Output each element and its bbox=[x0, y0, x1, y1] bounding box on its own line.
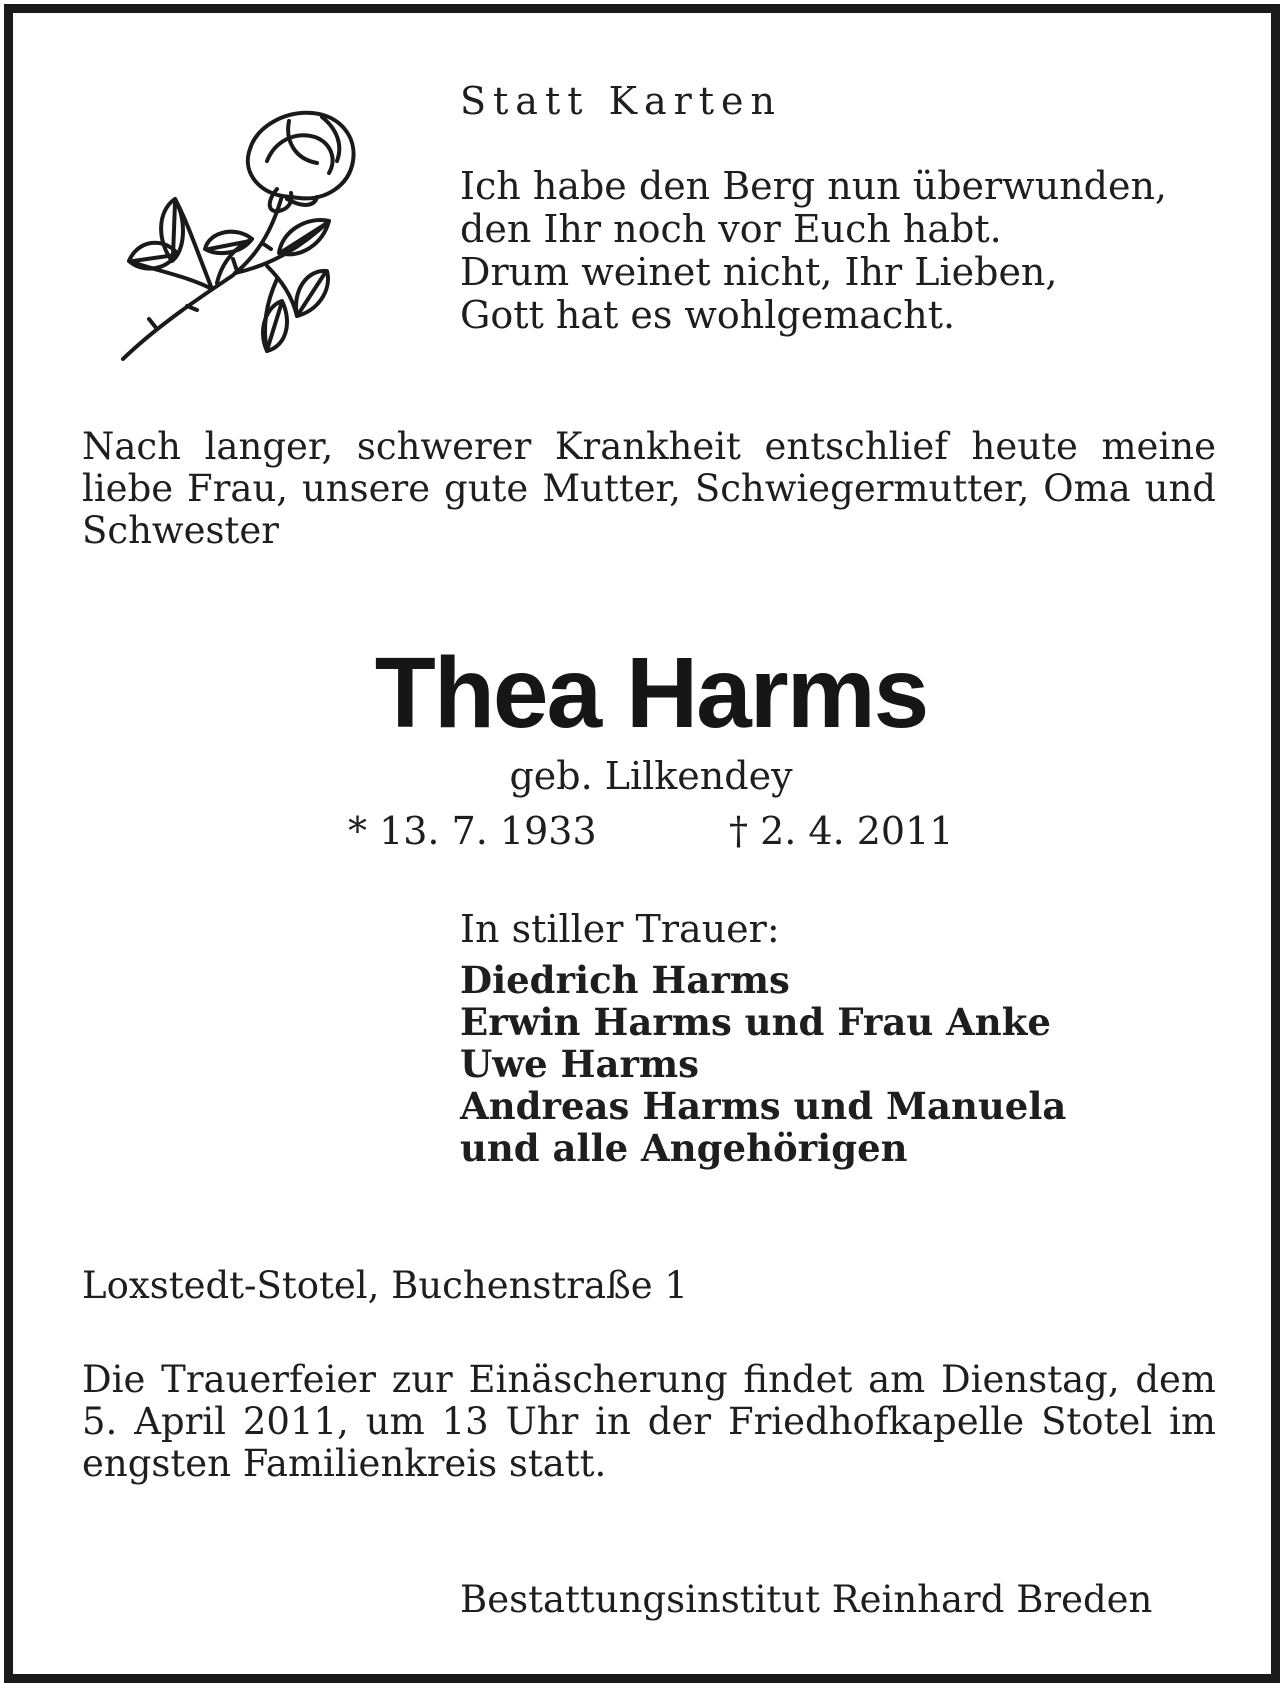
mourners-list bbox=[460, 959, 1066, 1169]
birth-date: * 13. 7. 1933 bbox=[348, 809, 597, 853]
intro-paragraph: Nach langer, schwerer Krankheit entschlief heute meine liebe Frau, unsere gute Mutter, Schwiegermutter, Oma und Schwester bbox=[82, 425, 1216, 552]
obituary-notice bbox=[4, 4, 1280, 1683]
poem-line: Gott hat es wohlgemacht. bbox=[460, 293, 956, 337]
mourner-name: Erwin Harms und Frau Anke bbox=[460, 1000, 1051, 1044]
ceremony-paragraph: Die Trauerfeier zur Einäscherung findet am Dienstag, dem 5. April 2011, um 13 Uhr in der Friedhofkapelle Stotel im engsten Familienkreis statt. bbox=[82, 1358, 1216, 1485]
rose-icon bbox=[117, 101, 357, 371]
poem-line: den Ihr noch vor Euch habt. bbox=[460, 207, 1002, 251]
poem-line: Drum weinet nicht, Ihr Lieben, bbox=[460, 250, 1058, 294]
undertaker: Bestattungsinstitut Reinhard Breden bbox=[460, 1578, 1153, 1621]
mourner-name: Andreas Harms und Manuela bbox=[460, 1084, 1067, 1128]
mourner-name: und alle Angehörigen bbox=[460, 1126, 908, 1170]
address: Loxstedt-Stotel, Buchenstraße 1 bbox=[82, 1264, 688, 1307]
maiden-name: geb. Lilkendey bbox=[509, 754, 793, 798]
mourner-name: Diedrich Harms bbox=[460, 958, 790, 1002]
poem-line: Ich habe den Berg nun überwunden, bbox=[460, 164, 1168, 208]
death-date: † 2. 4. 2011 bbox=[729, 809, 954, 853]
deceased-name: Thea Harms bbox=[374, 637, 928, 749]
statt-karten-heading: Statt Karten bbox=[460, 79, 783, 123]
poem bbox=[460, 165, 1167, 337]
mourning-label: In stiller Trauer: bbox=[460, 907, 780, 951]
mourner-name: Uwe Harms bbox=[460, 1042, 699, 1086]
